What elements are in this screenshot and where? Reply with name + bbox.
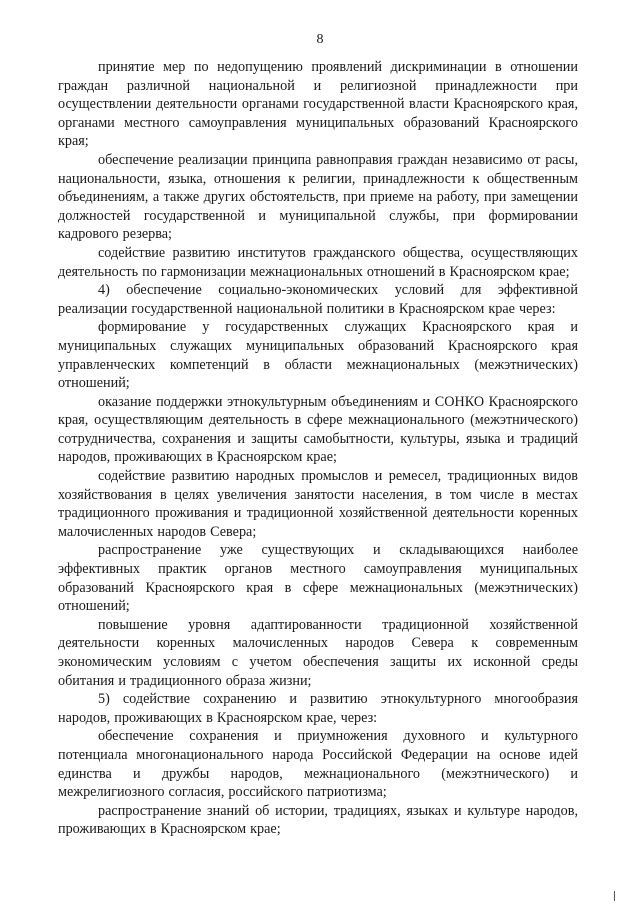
paragraph: распространение знаний об истории, традициях, языках и культуре народов, проживающих в Красноярском крае; bbox=[58, 802, 578, 838]
scan-mark bbox=[614, 891, 618, 901]
paragraph: повышение уровня адаптированности традиционной хозяйственной деятельности коренных малочисленных народов Севера к современным экономическим условиям с учетом обеспечения защиты их исконной среды обитания и традиционного образа жизни; bbox=[58, 616, 578, 689]
paragraph: принятие мер по недопущению проявлений дискриминации в отношении граждан различной национальной и религиозной принадлежности при осуществлении деятельности органами государственной власти Красноярского края, органами местного самоуправления муниципальных образований Красноярского края; bbox=[58, 59, 578, 150]
paragraph: обеспечение сохранения и приумножения духовного и культурного потенциала многонационального народа Российской Федерации на основе идей единства и дружбы народов, межнационального (межэтнического) и межрелигиозного согласия, российского патриотизма; bbox=[58, 728, 578, 801]
paragraph: 5) содействие сохранению и развитию этнокультурного многообразия народов, проживающих в Красноярском крае, через: bbox=[58, 691, 578, 726]
document-body bbox=[58, 58, 578, 839]
paragraph: содействие развитию народных промыслов и ремесел, традиционных видов хозяйствования в целях увеличения занятости населения, в том числе в местах традиционного проживания и традиционной хозяйственной деятельности коренных малочисленных народов Севера; bbox=[58, 468, 578, 540]
page-number: 8 bbox=[316, 32, 324, 47]
paragraph: обеспечение реализации принципа равноправия граждан независимо от расы, национальности, языка, отношения к религии, принадлежности к общественным объединениям, а также других обстоятельств, при приеме на работу, при замещении должностей государственной и муниципальной службы, при формировании кадрового резерва; bbox=[58, 151, 578, 243]
paragraph: оказание поддержки этнокультурным объединениям и СОНКО Красноярского края, осуществляющим деятельность в сфере межнационального (межэтнического) сотрудничества, сохранения и защиты самобытности, культуры, языка и традиций народов, проживающих в Красноярском крае; bbox=[58, 393, 578, 466]
paragraph: формирование у государственных служащих Красноярского края и муниципальных служащих муниципальных образований Красноярского края управленческих компетенций в области межнациональных (межэтнических) отношений; bbox=[58, 319, 578, 392]
paragraph: содействие развитию институтов гражданского общества, осуществляющих деятельность по гармонизации межнациональных отношений в Красноярском крае; bbox=[58, 244, 578, 280]
paragraph: распространение уже существующих и складывающихся наиболее эффективных практик органов местного самоуправления муниципальных образований Красноярского края в сфере межнациональных (межэтнических) отношений; bbox=[58, 542, 578, 615]
paragraph: 4) обеспечение социально-экономических условий для эффективной реализации государственной национальной политики в Красноярском крае через: bbox=[58, 282, 578, 317]
